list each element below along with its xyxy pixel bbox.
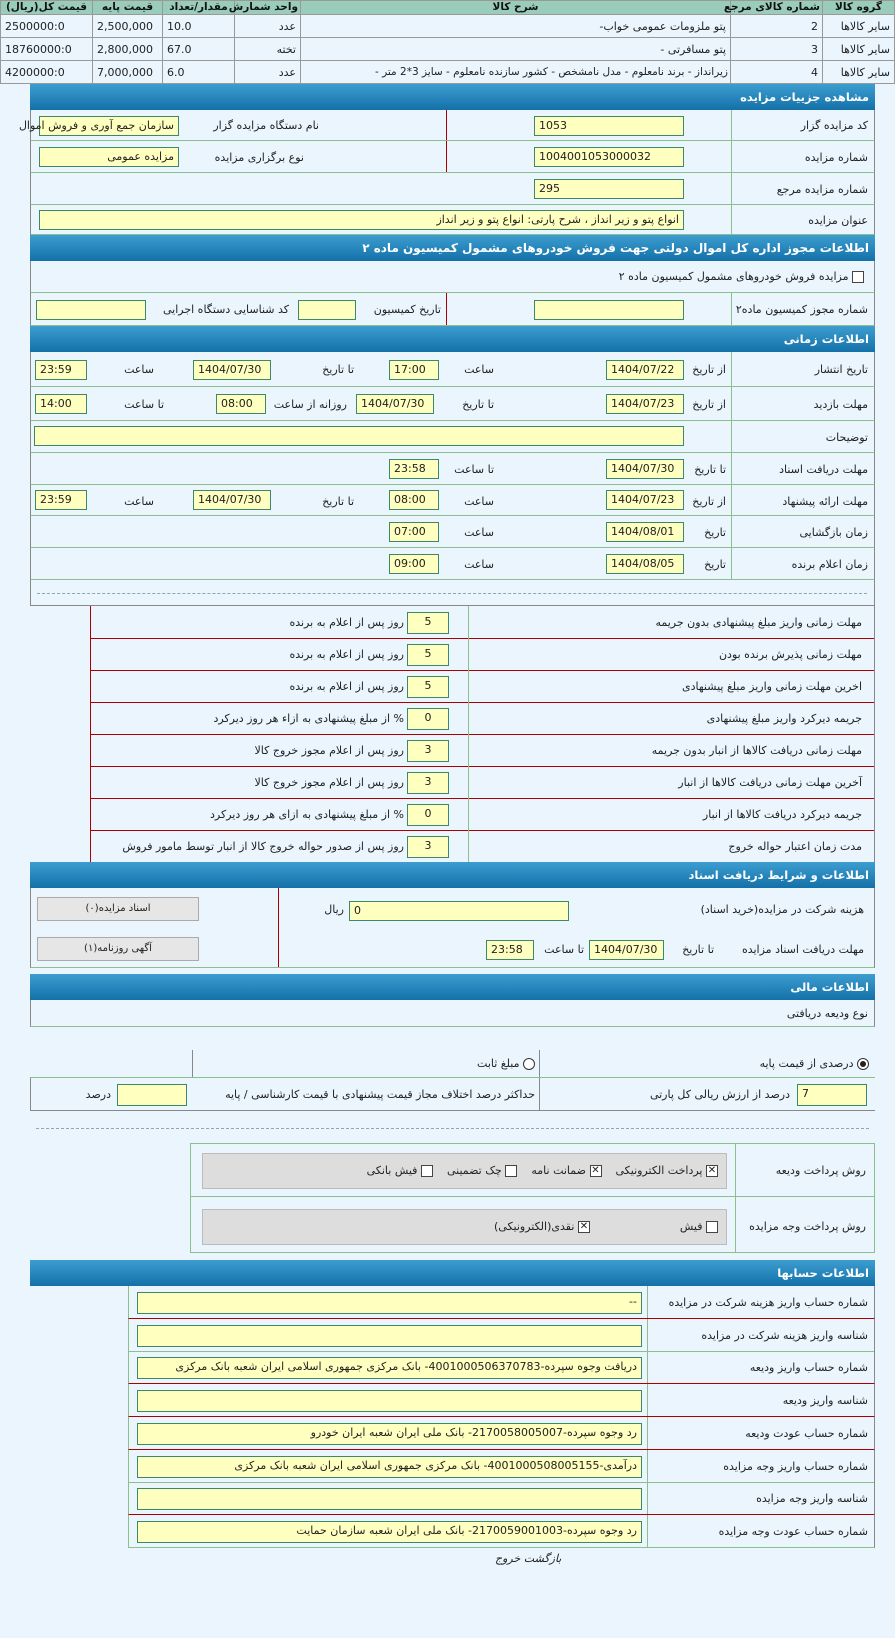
- label: ضمانت نامه: [531, 1164, 586, 1177]
- cell: عدد: [235, 61, 301, 84]
- opening-date[interactable]: 1404/08/01: [606, 522, 684, 542]
- account-row: [128, 1384, 875, 1417]
- fee-field[interactable]: 0: [349, 901, 569, 921]
- offer-to-time[interactable]: 23:59: [35, 490, 87, 510]
- label: ریال: [324, 903, 344, 916]
- permit-fields-row: [30, 293, 875, 326]
- label: مهلت زمانی پذیرش برنده بودن: [718, 648, 862, 661]
- account-field[interactable]: [137, 1325, 642, 1347]
- cell: 4200000:0: [1, 61, 93, 84]
- visit-row: [30, 387, 875, 421]
- details-header: مشاهده جزییات مزایده: [30, 84, 875, 110]
- deposit-options-row: [30, 1050, 875, 1078]
- label: آخرین مهلت زمانی دریافت کالاها از انبار: [678, 776, 862, 789]
- label: مهلت دریافت اسناد مزایده: [741, 943, 864, 956]
- label: از تاریخ: [692, 495, 726, 508]
- label: تا ساعت: [454, 463, 494, 476]
- deadline-value-field[interactable]: 0: [407, 708, 449, 730]
- account-row: [128, 1417, 875, 1450]
- label: حداکثر درصد اختلاف مجاز قیمت پیشنهادی با قیمت کارشناسی / پایه: [225, 1088, 535, 1101]
- winner-row: [30, 548, 875, 580]
- label: درصدی از قیمت پایه: [759, 1057, 854, 1070]
- checkbox[interactable]: ✕: [579, 1221, 589, 1232]
- permit-number-field[interactable]: [534, 300, 684, 320]
- header-base-price: قیمت پایه: [93, 1, 163, 15]
- label: نام دستگاه مزایده گزار: [213, 119, 319, 132]
- commission-date-field[interactable]: [298, 300, 356, 320]
- visit-daily-from[interactable]: 08:00: [216, 394, 266, 414]
- opening-row: [30, 516, 875, 548]
- auctioneer-row: [18, 110, 875, 141]
- items-table-header: [1, 1, 895, 15]
- deadline-row: [90, 638, 875, 671]
- cell: 2,800,000: [93, 38, 163, 61]
- auction-title-field[interactable]: انواع پتو و زیر انداز ، شرح پارتی: انواع پتو و زیر انداز: [39, 210, 684, 230]
- docs-deadline-row2: [30, 930, 875, 968]
- account-field[interactable]: --: [137, 1292, 642, 1314]
- cell: سایر کالاها: [823, 61, 895, 84]
- label: روز پس از اعلام مجوز خروج کالا: [254, 744, 404, 757]
- label: شماره مزایده: [804, 151, 868, 164]
- deadline-row: [90, 798, 875, 831]
- label: مهلت زمانی واریز مبلغ پیشنهادی بدون جریمه: [655, 616, 862, 629]
- max-diff-field[interactable]: [117, 1084, 187, 1106]
- label: مبلغ ثابت: [477, 1057, 520, 1070]
- deadline-row: [90, 702, 875, 735]
- publish-to-date[interactable]: 1404/07/30: [193, 360, 271, 380]
- payment-option: [494, 1220, 590, 1233]
- label: تا تاریخ: [462, 398, 494, 411]
- cell: پتو ملزومات عمومی خواب-: [301, 15, 731, 38]
- table-row: [1, 38, 895, 61]
- opening-time[interactable]: 07:00: [389, 522, 439, 542]
- winner-date[interactable]: 1404/08/05: [606, 554, 684, 574]
- label: % از مبلغ پیشنهادی به ازای هر روز دیرکرد: [210, 808, 404, 821]
- account-field[interactable]: [137, 1488, 642, 1510]
- divider: [36, 1128, 869, 1129]
- cell: سایر کالاها: [823, 38, 895, 61]
- label: % از مبلغ پیشنهادی به ازاء هر روز دیرکرد: [213, 712, 404, 725]
- label: نوع ودیعه دریافتی: [786, 1007, 868, 1020]
- documents-header: اطلاعات و شرایط دریافت اسناد: [30, 862, 875, 888]
- deadline-row: [90, 766, 875, 799]
- accounts-header: اطلاعات حسابها: [30, 1260, 875, 1286]
- cell: 10.0: [163, 15, 235, 38]
- fixed-radio[interactable]: [523, 1058, 535, 1070]
- newspaper-ad-button[interactable]: آگهی روزنامه(۱): [37, 937, 199, 961]
- header-total: قیمت کل(ریال): [1, 1, 93, 15]
- label: روز پس از اعلام به برنده: [289, 648, 404, 661]
- percent-field[interactable]: 7: [797, 1084, 867, 1106]
- auctioneer-name-field[interactable]: سازمان جمع آوری و فروش اموال: [39, 116, 179, 136]
- label: روش پرداخت وجه مزایده: [749, 1220, 866, 1233]
- deadline-row: [90, 830, 875, 863]
- label: شماره حساب عودت ودیعه: [745, 1426, 868, 1440]
- fee-row: [30, 888, 875, 930]
- label: ساعت: [124, 363, 154, 376]
- label: نقدی(الکترونیکی): [493, 1220, 575, 1233]
- checkbox[interactable]: [421, 1165, 433, 1177]
- winner-time[interactable]: 09:00: [389, 554, 439, 574]
- publish-from-time[interactable]: 17:00: [389, 360, 439, 380]
- cell: سایر کالاها: [823, 15, 895, 38]
- cell: 2: [731, 15, 823, 38]
- label: ساعت: [464, 495, 494, 508]
- label: شماره حساب واریز هزینه شرکت در مزایده: [668, 1296, 868, 1309]
- label: تا تاریخ: [322, 363, 354, 376]
- account-field[interactable]: رد وجوه سپرده-2170058005007- بانک ملی ایران شعبه ایران خودرو: [137, 1423, 642, 1445]
- label: تاریخ انتشار: [814, 363, 868, 376]
- account-field[interactable]: دریافت وجوه سپرده-4001000506370783- بانک مرکزی جمهوری اسلامی ایران شعبه بانک مرکزی: [137, 1357, 642, 1379]
- label: شناسه واریز وجه مزایده: [756, 1492, 868, 1506]
- label: تاریخ: [704, 526, 726, 539]
- account-row: [128, 1482, 875, 1515]
- label: مهلت بازدید: [813, 398, 868, 411]
- label: روز پس از اعلام به برنده: [289, 616, 404, 629]
- deadline-value-field[interactable]: 3: [407, 740, 449, 762]
- label: مهلت زمانی دریافت کالاها از انبار بدون جریمه: [651, 744, 862, 757]
- payment-methods-box: [202, 1209, 727, 1245]
- label: درصد: [85, 1088, 111, 1101]
- offer-to-date[interactable]: 1404/07/30: [193, 490, 271, 510]
- payment-option: [616, 1164, 719, 1177]
- permit-checkbox-row: [30, 261, 875, 293]
- notes-field[interactable]: [34, 426, 684, 446]
- auction-type-field[interactable]: مزایده عمومی: [39, 147, 179, 167]
- cell: 7,000,000: [93, 61, 163, 84]
- account-field[interactable]: [137, 1390, 642, 1412]
- label: کد مزایده گزار: [800, 119, 868, 132]
- docs-deadline-time[interactable]: 23:58: [486, 940, 534, 960]
- label: نوع برگزاری مزایده: [214, 151, 304, 164]
- deadline-value-field[interactable]: 5: [407, 644, 449, 666]
- publish-from-date[interactable]: 1404/07/22: [606, 360, 684, 380]
- deadline-value-field[interactable]: 5: [407, 676, 449, 698]
- deadline-value-field[interactable]: 3: [407, 772, 449, 794]
- label: از تاریخ: [692, 398, 726, 411]
- label: روزانه از ساعت: [273, 398, 347, 411]
- account-row: [128, 1515, 875, 1548]
- cell: 18760000:0: [1, 38, 93, 61]
- label: روز پس از اعلام به برنده: [289, 680, 404, 693]
- account-field[interactable]: رد وجوه سپرده-2170059001003- بانک ملی ایران شعبه سازمان حمایت: [137, 1521, 642, 1543]
- label: شماره مجوز کمیسیون ماده۲: [735, 303, 868, 316]
- checkbox[interactable]: [706, 1221, 718, 1233]
- label: چک تضمینی: [446, 1164, 502, 1177]
- label: مزایده فروش خودروهای مشمول کمیسیون ماده ۲: [618, 270, 849, 283]
- label: تا تاریخ: [682, 943, 714, 956]
- deposit-methods-box: [202, 1153, 727, 1189]
- table-row: [1, 15, 895, 38]
- label: ساعت: [464, 526, 494, 539]
- label: درصد از ارزش ریالی کل پارتی: [649, 1088, 790, 1101]
- label: از تاریخ: [692, 363, 726, 376]
- title-row: [30, 205, 875, 235]
- label: شناسه واریز ودیعه: [782, 1394, 868, 1408]
- cell: زیرانداز - برند نامعلوم - مدل نامشخص - کشور سازنده نامعلوم - سایز 3*2 متر -: [301, 61, 731, 84]
- cell: 2500000:0: [1, 15, 93, 38]
- checkbox[interactable]: ✕: [591, 1165, 600, 1176]
- percent-row: [30, 1078, 875, 1111]
- cell: پتو مسافرتی -: [301, 38, 731, 61]
- auctioneer-code-field[interactable]: 1053: [534, 116, 684, 136]
- visit-to-date[interactable]: 1404/07/30: [356, 394, 434, 414]
- label: روش پرداخت ودیعه: [775, 1164, 866, 1177]
- account-row: [128, 1286, 875, 1319]
- header-ref-number: شماره کالای مرجع: [731, 1, 823, 15]
- label: زمان اعلام برنده: [791, 558, 868, 571]
- timing-header: اطلاعات زمانی: [30, 326, 875, 352]
- label: ساعت: [464, 363, 494, 376]
- checkbox[interactable]: ✕: [707, 1165, 717, 1176]
- spacer-row: [30, 580, 875, 606]
- label: شماره مزایده مرجع: [776, 183, 868, 196]
- permit-header: اطلاعات مجوز اداره کل اموال دولتی جهت فروش خودروهای مشمول کمیسیون ماده ۲: [30, 235, 875, 261]
- label: مدت زمان اعتبار حواله خروج: [728, 840, 862, 853]
- cell: 67.0: [163, 38, 235, 61]
- label: فیش: [679, 1220, 703, 1233]
- label: جریمه دیرکرد واریز مبلغ پیشنهادی: [706, 712, 862, 725]
- visit-from-date[interactable]: 1404/07/23: [606, 394, 684, 414]
- account-row: [128, 1319, 875, 1352]
- items-table: [0, 0, 895, 84]
- label: فیش بانکی: [366, 1164, 418, 1177]
- payment-option: [680, 1220, 718, 1233]
- cell: 6.0: [163, 61, 235, 84]
- auction-number-field[interactable]: 1004001053000032: [534, 147, 684, 167]
- cell: تخته: [235, 38, 301, 61]
- cell: عدد: [235, 15, 301, 38]
- deadline-value-field[interactable]: 3: [407, 836, 449, 858]
- auction-documents-button[interactable]: اسناد مزایده(۰): [37, 897, 199, 921]
- docs-deadline-row: [30, 453, 875, 485]
- label: روز پس از صدور حواله خروج کالا از انبار توسط مامور فروش: [122, 840, 404, 853]
- checkbox[interactable]: [505, 1165, 517, 1177]
- exec-id-field[interactable]: [36, 300, 146, 320]
- offer-from-time[interactable]: 08:00: [389, 490, 439, 510]
- publish-row: [30, 352, 875, 387]
- docs-to-date[interactable]: 1404/07/30: [606, 459, 684, 479]
- payment-option: [367, 1164, 433, 1177]
- account-field[interactable]: درآمدی-4001000508005155- بانک مرکزی جمهوری اسلامی ایران شعبه بانک مرکزی: [137, 1456, 642, 1478]
- header-unit: واحد شمارش: [235, 1, 301, 15]
- label: اخرین مهلت زمانی واریز مبلغ پیشنهادی: [682, 680, 862, 693]
- header-quantity: مقدار/تعداد: [163, 1, 235, 15]
- label: تاریخ کمیسیون: [373, 303, 441, 316]
- visit-to-time[interactable]: 14:00: [35, 394, 87, 414]
- header-group: گروه کالا: [823, 1, 895, 15]
- account-row: [128, 1351, 875, 1384]
- label: مهلت دریافت اسناد: [779, 463, 868, 476]
- label: عنوان مزایده: [808, 214, 868, 227]
- financial-header: اطلاعات مالی: [30, 974, 875, 1000]
- payment-methods: [190, 1143, 875, 1253]
- label: تا تاریخ: [322, 495, 354, 508]
- publish-to-time[interactable]: 23:59: [35, 360, 87, 380]
- label: توضیحات: [825, 431, 868, 444]
- ref-number-field[interactable]: 295: [534, 179, 684, 199]
- label: کد شناسایی دستگاه اجرایی: [162, 303, 289, 316]
- payment-option: [447, 1164, 517, 1177]
- article2-checkbox[interactable]: [852, 271, 864, 283]
- label: تا ساعت: [124, 398, 164, 411]
- label: جریمه دیرکرد دریافت کالاها از انبار: [702, 808, 862, 821]
- cell: 3: [731, 38, 823, 61]
- back-exit-links[interactable]: بازگشت خروج: [495, 1552, 562, 1565]
- ref-number-row: [30, 173, 875, 205]
- label: شناسه واریز هزینه شرکت در مزایده: [701, 1328, 868, 1342]
- deposit-type-row: [30, 1000, 875, 1027]
- label: تا تاریخ: [694, 463, 726, 476]
- account-row: [128, 1450, 875, 1483]
- deadline-row: [90, 670, 875, 703]
- label: زمان بازگشایی: [799, 526, 868, 539]
- header-desc: شرح کالا: [301, 1, 731, 15]
- label: مهلت ارائه پیشنهاد: [782, 495, 868, 508]
- label: شماره حساب عودت وجه مزایده: [718, 1524, 868, 1538]
- cell: 4: [731, 61, 823, 84]
- deadline-value-field[interactable]: 5: [407, 612, 449, 634]
- label: شماره حساب واریز ودیعه: [749, 1361, 868, 1375]
- label: هزینه شرکت در مزایده(خرید اسناد): [700, 903, 864, 916]
- docs-deadline-date[interactable]: 1404/07/30: [589, 940, 664, 960]
- label: تا ساعت: [544, 943, 584, 956]
- notes-row: [30, 421, 875, 453]
- offer-row: [30, 485, 875, 516]
- table-row: [1, 61, 895, 84]
- label: ساعت: [124, 495, 154, 508]
- deadline-value-field[interactable]: 0: [407, 804, 449, 826]
- offer-from-date[interactable]: 1404/07/23: [606, 490, 684, 510]
- deadline-row: [90, 606, 875, 639]
- label: روز پس از اعلام مجوز خروج کالا: [254, 776, 404, 789]
- label: ساعت: [464, 558, 494, 571]
- label: پرداخت الکترونیکی: [615, 1164, 703, 1177]
- docs-to-time[interactable]: 23:58: [389, 459, 439, 479]
- payment-option: [531, 1164, 601, 1177]
- cell: 2,500,000: [93, 15, 163, 38]
- label: تاریخ: [704, 558, 726, 571]
- percent-radio[interactable]: [857, 1058, 869, 1070]
- deadline-row: [90, 734, 875, 767]
- label: شماره حساب واریز وجه مزایده: [723, 1459, 868, 1473]
- auction-number-row: [30, 141, 875, 173]
